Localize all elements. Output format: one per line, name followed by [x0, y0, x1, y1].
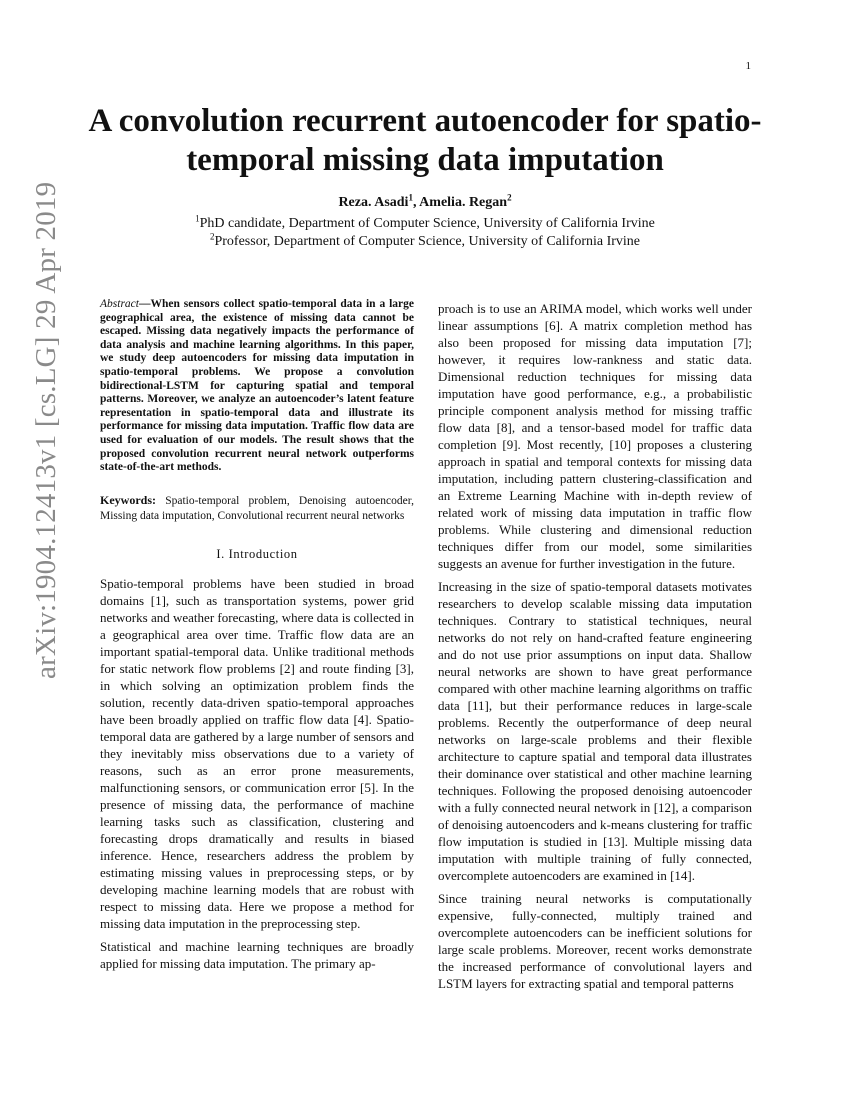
section-heading: I. Introduction	[216, 546, 298, 561]
body-paragraph: Statistical and machine learning techniques are broadly applied for missing data imputation. The primary ap-	[100, 938, 414, 971]
affiliation-text: Professor, Department of Computer Science, University of California Irvine	[214, 234, 641, 249]
affiliation	[60, 213, 790, 232]
affiliation-mark: 1	[195, 213, 200, 224]
body-paragraph: Increasing in the size of spatio-temporal datasets motivates researchers to develop scalable missing data imputation techniques. Contrary to statistical techniques, neural networks do not rely on hand-crafted feature engineering and do not use prior assumptions on input data. Shallow neural networks are shown to have great performance compared with other machine learning algorithms on traffic data [11], but their performance reduces in large-scale problems. Recently the outperformance of deep neural networks on large-scale problems and their flexible architecture to capture spatial and temporal data illustrates their dominance over statistical and other machine learning techniques. Following the proposed denoising autoencoder with a fully connected neural network in [12], a comparison of denoising autoencoders and k-means clustering for traffic flow imputation is studied in [13]. Multiple missing data imputation with multiple training of fully connected, overcomplete autoencoders are examined in [14].	[438, 579, 752, 883]
author-name: Amelia. Regan	[419, 195, 508, 210]
affiliation-mark: 2	[209, 231, 215, 242]
paper-title: A convolution recurrent autoencoder for spatio-temporal missing data imputation	[88, 103, 762, 178]
affiliation-text: PhD candidate, Department of Computer Science, University of California Irvine	[199, 216, 655, 231]
body-paragraph: Spatio-temporal problems have been studied in broad domains [1], such as transportation systems, power grid networks and weather forecasting, where data is collected in a geographical area over time. Traffic flow data are an important spatial-temporal data. Unlike traditional methods for static network flow problems [2] and route finding [3], in which solving an optimization problem finds the solution, recently data-driven spatio-temporal approaches have been broadly applied on traffic flow data [4]. Spatio-temporal data are gathered by a large number of sensors and they inevitably miss observations due to a variety of reasons, such as an error prone measurements, malfunctioning sensors, or communication error [5]. In the presence of missing data, the performance of machine learning tasks such as classification, clustering and forecasting drops dramatically and results in biased inference. Hence, researchers address the problem by estimating missing values in preprocessing steps, or by developing machine learning models that are robust with respect to missing data. Here we propose a method for missing data imputation in the preprocessing step.	[100, 575, 414, 931]
right-column	[438, 300, 752, 992]
author-separator: ,	[412, 195, 420, 210]
author-affiliation-mark: 1	[408, 192, 413, 203]
arxiv-identifier-stamp: arXiv:1904.12413v1 [cs.LG] 29 Apr 2019	[30, 181, 62, 679]
abstract	[100, 298, 414, 475]
affiliation	[60, 231, 790, 250]
abstract-text: —When sensors collect spatio-temporal data in a large geographical area, the existence of missing data cannot be escaped. Missing data negatively impacts the performance of data analysis and machine learning algorithms. In this paper, we study deep autoencoders for missing data imputation in spatio-temporal problems. We propose a convolution bidirectional-LSTM for capturing spatial and temporal patterns. Moreover, we analyze an autoencoder’s latent feature representation in spatio-temporal data and illustrate its performance for missing data imputation. Traffic flow data are used for evaluation of our models. The result shows that the proposed convolution recurrent neural network outperforms state-of-the-art methods.	[100, 298, 414, 474]
left-column	[100, 298, 414, 972]
author-line	[60, 192, 790, 211]
body-paragraph: proach is to use an ARIMA model, which works well under linear assumptions [6]. A matrix completion method has also been proposed for missing data imputation [7]; however, it requires low-rankness and static data. Dimensional reduction techniques for missing data imputation have good performance, e.g., a probabilistic principle component analysis method for missing traffic flow data [8], and a tensor-based model for traffic data completion [9]. Most recently, [10] proposes a clustering approach in spatial and temporal contexts for missing data imputation, including pattern clustering-classification and an Extreme Learning Machine with in-depth review of related work of missing data imputation in traffic flow problems. While clustering and dimensional reduction techniques differ from our model, some similarities suggests an avenue for further investigation in the future.	[438, 301, 752, 571]
keywords	[100, 493, 414, 524]
abstract-label: Abstract	[100, 298, 139, 310]
page-number: 1	[745, 60, 751, 72]
author-name: Reza. Asadi	[338, 195, 409, 210]
author-affiliation-mark: 2	[507, 192, 512, 203]
keywords-text: Spatio-temporal problem, Denoising autoencoder, Missing data imputation, Convolutional recurrent neural networks	[100, 494, 414, 522]
keywords-label: Keywords:	[100, 492, 156, 507]
body-paragraph: Since training neural networks is computationally expensive, fully-connected, multiply trained and overcomplete autoencoders can be inefficient solutions for large scale problems. Moreover, recent works demonstrate the increased performance of convolutional layers and LSTM layers for extracting spatial and temporal patterns	[438, 891, 752, 991]
